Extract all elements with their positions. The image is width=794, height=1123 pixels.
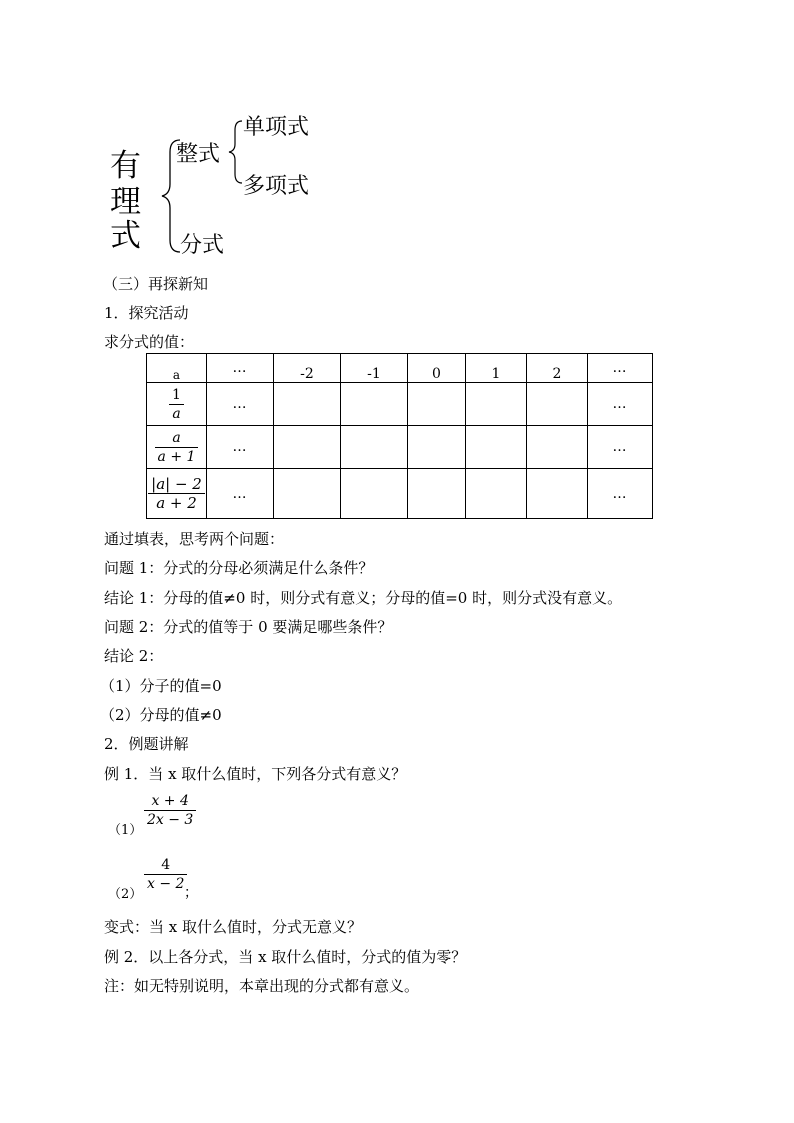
row-expression [147, 426, 207, 469]
condition-2: （2）分母的值≠0 [100, 706, 222, 724]
header-cell: 0 [408, 354, 466, 383]
question-2: 问题 2：分式的值等于 0 要满足哪些条件？ [104, 618, 393, 636]
table-cell [466, 383, 527, 426]
question-1: 问题 1：分式的分母必须满足什么条件？ [104, 559, 374, 577]
fraction-denominator: a [172, 405, 181, 422]
fraction-numerator: |a| − 2 [148, 475, 205, 494]
fraction-numerator: x + 4 [144, 792, 196, 811]
table-header-row [147, 354, 653, 383]
branch-integral: 整式 [176, 142, 221, 167]
variant: 变式：当 x 取什么值时，分式无意义？ [104, 918, 362, 936]
table-cell [341, 426, 408, 469]
table-intro: 求分式的值： [104, 333, 195, 351]
item-label: （2） [108, 887, 143, 902]
table-cell: … [207, 469, 274, 519]
table-cell [527, 383, 588, 426]
example-1: 例 1．当 x 取什么值时，下列各分式有意义？ [104, 765, 407, 783]
table-cell [341, 469, 408, 519]
row-expression [147, 469, 207, 519]
branch-fraction: 分式 [180, 233, 225, 258]
root-char-2: 理 [110, 184, 141, 220]
header-cell: 1 [466, 354, 527, 383]
fraction [148, 475, 205, 512]
row-expression [147, 383, 207, 426]
fraction [155, 429, 199, 466]
fraction-numerator: 4 [144, 856, 187, 875]
table-cell: … [207, 383, 274, 426]
table-row [147, 469, 653, 519]
leaf-monomial: 单项式 [243, 115, 310, 140]
table-cell [466, 426, 527, 469]
table-cell [408, 383, 466, 426]
table-cell [466, 469, 527, 519]
value-table [146, 353, 653, 519]
table-row [147, 426, 653, 469]
table-cell [527, 426, 588, 469]
header-cell: 2 [527, 354, 588, 383]
note: 注：如无特别说明，本章出现的分式都有意义。 [104, 977, 420, 995]
fraction-denominator: 2x − 3 [147, 812, 194, 828]
examples-title: 2．例题讲解 [104, 735, 189, 753]
table-cell [408, 469, 466, 519]
table-row [147, 383, 653, 426]
fraction-denominator: x − 2 [147, 876, 185, 892]
table-cell [341, 383, 408, 426]
fraction [169, 386, 184, 423]
root-char-3: 式 [110, 218, 141, 254]
activity-title: 1．探究活动 [104, 304, 189, 322]
header-cell: a [147, 354, 207, 383]
item-suffix: ； [184, 885, 198, 901]
section-heading: （三）再探新知 [103, 275, 209, 293]
header-cell: -1 [341, 354, 408, 383]
header-cell: -2 [274, 354, 341, 383]
fraction [144, 856, 187, 893]
table-cell [408, 426, 466, 469]
table-cell: … [588, 426, 653, 469]
header-cell: … [207, 354, 274, 383]
table-cell: … [207, 426, 274, 469]
header-cell: … [588, 354, 653, 383]
table-cell: … [588, 383, 653, 426]
fraction [144, 792, 196, 829]
fraction-numerator: 1 [169, 386, 184, 405]
condition-1: （1）分子的值=0 [100, 677, 222, 695]
table-cell [274, 426, 341, 469]
item-label: （1） [108, 823, 143, 838]
table-cell [274, 383, 341, 426]
table-cell [274, 469, 341, 519]
conclusion-2: 结论 2： [104, 647, 164, 665]
conclusion-1: 结论 1：分母的值≠0 时，则分式有意义；分母的值=0 时，则分式没有意义。 [104, 589, 623, 607]
table-cell [527, 469, 588, 519]
root-char-1: 有 [110, 148, 141, 184]
think-intro: 通过填表，思考两个问题： [104, 530, 285, 548]
fraction-numerator: a [155, 429, 199, 448]
table-cell: … [588, 469, 653, 519]
example-2: 例 2．以上各分式，当 x 取什么值时，分式的值为零？ [104, 948, 467, 966]
leaf-polynomial: 多项式 [243, 174, 310, 199]
fraction-denominator: a + 1 [157, 448, 196, 465]
fraction-denominator: a + 2 [156, 494, 197, 512]
